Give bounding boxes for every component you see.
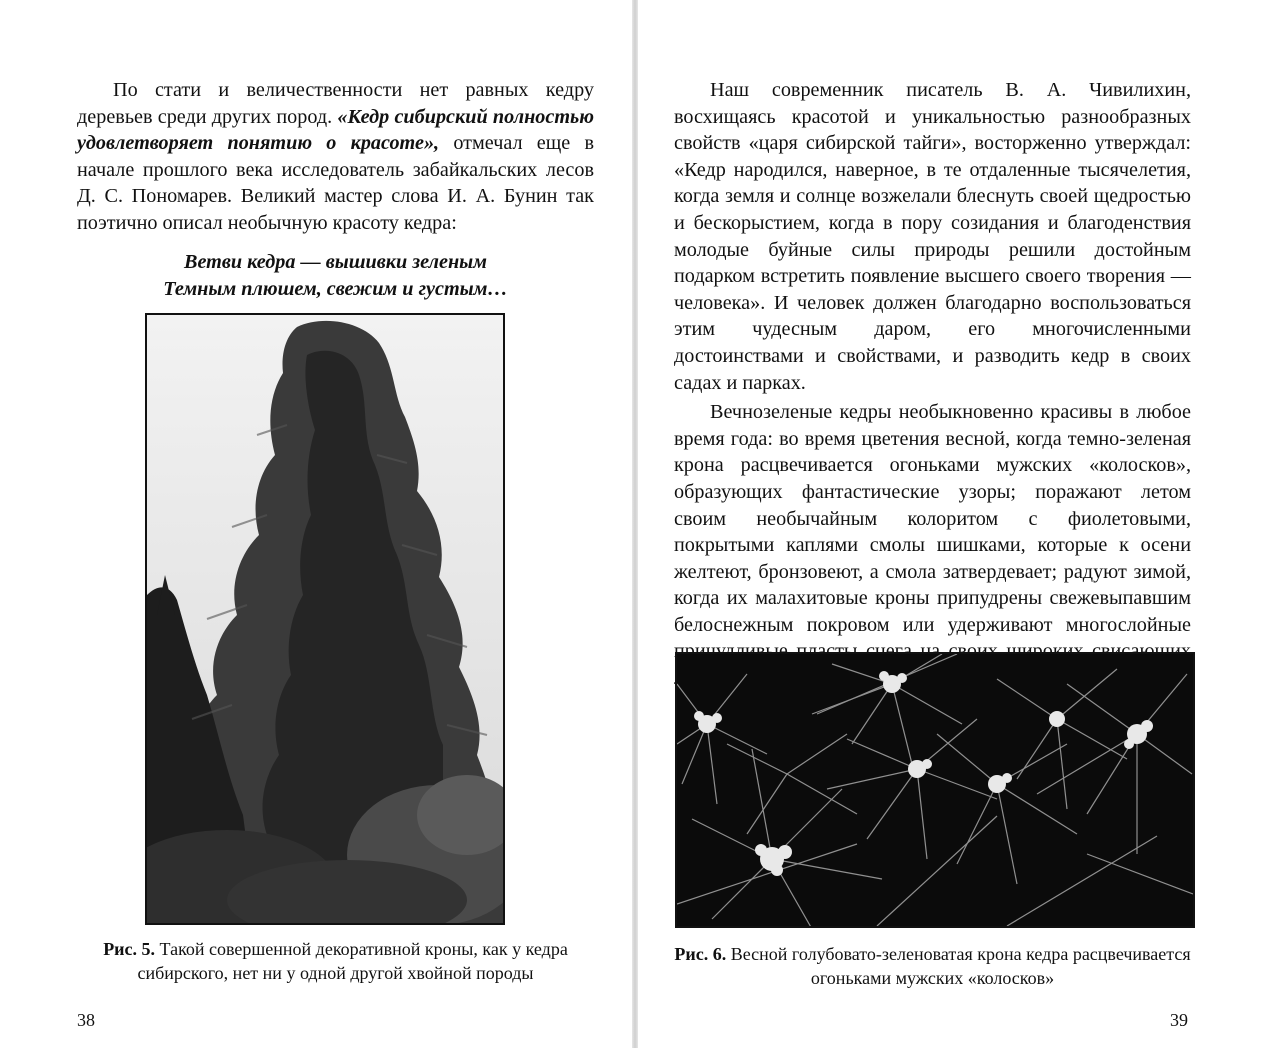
left-paragraph [77,77,594,237]
figure-5-tree-photo [145,313,505,925]
poem-line-1: Ветви кедра — вышивки зеленым [183,251,488,273]
pine-needles-image [677,654,1193,926]
cedar-tree-image [147,315,503,923]
paragraph-text-continued: отмечал еще в начале прошлого века исследователь забайкальских лесов Д. С. Пономарев. Великий мастер слова И. А. Бунин так поэтично описал необычную красоту кедра: [77,132,595,234]
right-paragraph-2: Вечнозеленые кедры необыкновенно красивы в любое время года: во время цветения весной, когда темно-зеленая крона расцвечивается огоньками мужских «колосков», образующих фантастические узоры; поражают летом своим необычайным колоритом с фиолетовыми, покрытыми каплями смолы шишками, которые к осени желтеют, бронзовеют, а смола затвердевает; радуют зимой, когда их малахитовые кроны припудрены свежевыпавшим белоснежным покровом или удерживают многослойные [674,401,1191,636]
left-page [0,0,635,1048]
page-number-right: 39 [1170,1010,1188,1030]
figure-6-needles-photo [675,652,1195,928]
figure-5-label: Рис. 5. [103,939,156,959]
figure-6-caption [674,942,1191,990]
right-page [636,0,1271,1048]
poem-quote [77,249,594,303]
poem-line-2: Темным плюшем, свежим и густым… [163,278,508,300]
emphasis-quote: «Кедр сибирский полностью удовлетворяет понятию о красоте», [77,105,594,155]
page-number-left: 38 [77,1010,95,1030]
paragraph-text: По стати и величественности нет равных кедру деревьев среди других пород. [77,79,594,128]
figure-5-caption-text: Такой совершенной декоративной кроны, как у кедра сибирского, нет ни у одной другой хвойной породы [137,939,568,983]
right-paragraph-1: Наш современник писатель В. А. Чивилихин, восхищаясь красотой и уникальностью разнообразных свойств «царя сибирской тайги», восторженно утверждал: «Кедр народился, наверное, в те отдаленные тысячелетия, когда земля и солнце возжелали блеснуть своей щедростью и бескорыстием, когда в пору созидания и благоденствия молодые буйные силы природы решили достойным подарком встретить появление высшего своего творения — человека». И человек должен благодарно воспользоваться этим чудесным даром, его многочисленными достоинствами и свойствами, и разводить кедр в своих садах и парках. [674,79,1191,394]
figure-5-caption [77,937,594,985]
figure-6-label: Рис. 6. [674,944,727,964]
figure-6-caption-text: Весной голубовато-зеленоватая крона кедра расцвечивается огоньками мужских «колосков» [726,944,1191,988]
right-paragraphs [674,77,1191,692]
